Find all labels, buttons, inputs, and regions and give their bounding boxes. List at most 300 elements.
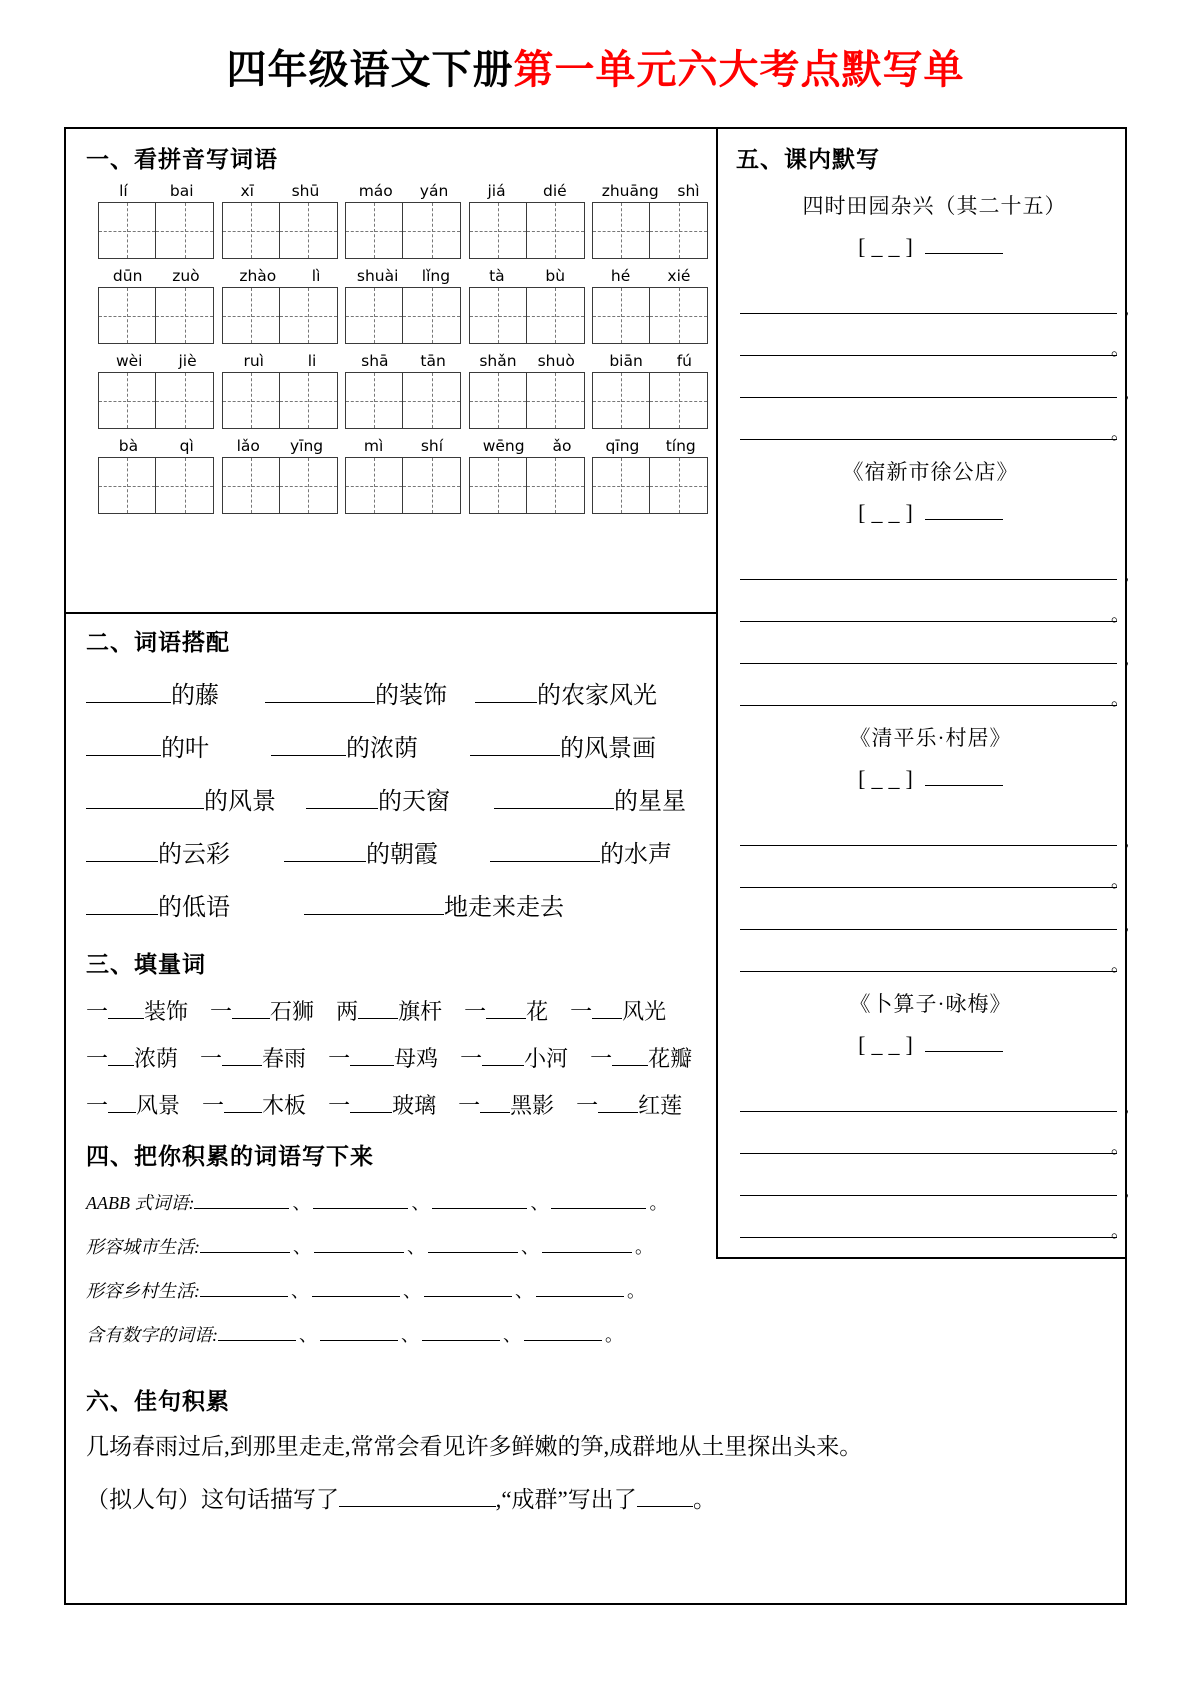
spacer (314, 995, 336, 1026)
pinyin-word-cell (345, 350, 462, 429)
poem-first-line-prompt (736, 766, 1125, 792)
tianzige-half[interactable] (156, 203, 213, 258)
pinyin-word-cell (222, 435, 339, 514)
poem-author-blank[interactable] (925, 235, 1003, 254)
measure-word-blank[interactable] (222, 1044, 262, 1066)
collocation-item (304, 887, 564, 922)
pinyin-word-cell (222, 180, 339, 259)
pinyin-syllable: ruì (243, 352, 264, 370)
tianzige-box[interactable] (469, 457, 585, 514)
tianzige-box[interactable] (98, 457, 214, 514)
measure-word-blank[interactable] (232, 997, 270, 1019)
tianzige-box[interactable] (469, 372, 585, 429)
pinyin-syllable: zuò (172, 267, 200, 285)
pinyin-grid-rows (86, 180, 716, 514)
collocation-blank[interactable] (475, 681, 537, 703)
pinyin-syllable: bù (545, 267, 566, 285)
tianzige-box[interactable] (98, 202, 214, 259)
section-accumulated-words (86, 1134, 716, 1347)
poem-write-line[interactable] (740, 846, 1129, 891)
tianzige-half[interactable] (223, 203, 280, 258)
tianzige-half[interactable] (650, 288, 707, 343)
page-title-black: 四年级语文下册 (226, 48, 514, 92)
accumulated-word-blank[interactable] (424, 1275, 512, 1297)
collocation-row (86, 728, 716, 763)
pinyin-word-cell (98, 265, 215, 344)
spacer (442, 995, 464, 1026)
collocation-item (271, 728, 418, 763)
measure-word-blank[interactable] (108, 997, 144, 1019)
tianzige-half[interactable] (99, 203, 156, 258)
accumulated-word-blank[interactable] (313, 1187, 408, 1209)
tianzige-half[interactable] (470, 203, 527, 258)
pinyin-syllable: shuài (356, 267, 399, 285)
tianzige-half[interactable] (470, 373, 527, 428)
separator: 、 (293, 1237, 311, 1257)
spacer (554, 1089, 576, 1120)
pinyin-word-cell (592, 435, 709, 514)
numeral: 一 (210, 999, 233, 1024)
row-terminator: 。 (605, 1325, 623, 1345)
tianzige-box[interactable] (469, 202, 585, 259)
pinyin-text (592, 265, 709, 287)
pinyin-syllable: biān (609, 352, 643, 370)
tianzige-box[interactable] (98, 372, 214, 429)
tianzige-half[interactable] (470, 288, 527, 343)
pinyin-syllable: fú (676, 352, 692, 370)
tianzige-half[interactable] (527, 203, 584, 258)
section-measure-words (86, 940, 716, 1120)
pinyin-syllable: yīng (289, 437, 324, 455)
row-terminator: 。 (649, 1193, 668, 1213)
section-4-heading: 四、把你积累的词语写下来 (86, 1143, 374, 1169)
row-terminator: 。 (627, 1281, 645, 1301)
accumulated-word-blank[interactable] (432, 1187, 527, 1209)
separator: 、 (521, 1237, 539, 1257)
accumulated-word-blank[interactable] (200, 1231, 290, 1253)
separator: 、 (503, 1325, 521, 1345)
separator: 、 (407, 1237, 425, 1257)
noun-label: 风光 (622, 999, 667, 1024)
poem-author-blank[interactable] (925, 1033, 1003, 1052)
section-good-sentences (86, 1373, 863, 1514)
poem-write-line[interactable] (740, 1112, 1129, 1157)
poem-write-line[interactable] (740, 664, 1129, 709)
sentence-question-prefix: （拟人句）这句话描写了 (86, 1487, 339, 1512)
section-pinyin-words (66, 129, 716, 614)
tianzige-half[interactable] (527, 458, 584, 513)
measure-word-blank[interactable] (350, 1091, 392, 1113)
measure-word-item (458, 1089, 554, 1120)
tianzige-half[interactable] (593, 458, 650, 513)
pinyin-word-cell (469, 350, 586, 429)
collocation-row (86, 781, 716, 816)
tianzige-box[interactable] (592, 202, 708, 259)
tianzige-half[interactable] (403, 203, 460, 258)
noun-label: 玻璃 (392, 1093, 437, 1118)
tianzige-box[interactable] (222, 457, 338, 514)
collocation-blank[interactable] (86, 734, 161, 756)
section-2-heading: 二、词语搭配 (86, 629, 230, 655)
collocation-row (86, 834, 716, 869)
pinyin-syllable: lǐng (421, 267, 451, 285)
measure-word-item (86, 1089, 180, 1120)
poem-write-line[interactable] (740, 1196, 1129, 1241)
measure-word-blank[interactable] (224, 1091, 262, 1113)
numeral: 一 (86, 999, 109, 1024)
tianzige-half[interactable] (99, 288, 156, 343)
poem-write-line[interactable] (740, 538, 1129, 584)
tianzige-box[interactable] (345, 457, 461, 514)
tianzige-half[interactable] (527, 373, 584, 428)
pinyin-row (86, 435, 716, 514)
measure-word-row (86, 995, 716, 1026)
page-title-red: 第一单元六大考点默写单 (513, 48, 965, 92)
sentence-question-end: 。 (693, 1487, 716, 1512)
tianzige-half[interactable] (280, 458, 337, 513)
poem-write-lines (736, 804, 1129, 975)
tianzige-half[interactable] (156, 288, 213, 343)
poem-bracket-marker: [__] (858, 766, 919, 791)
poem-blocks (736, 190, 1129, 1241)
numeral: 一 (590, 1046, 613, 1071)
accumulated-word-blank[interactable] (314, 1231, 404, 1253)
tianzige-box[interactable] (592, 457, 708, 514)
pinyin-text (592, 435, 709, 457)
line-punctuation: , (1124, 830, 1129, 850)
spacer (436, 1089, 458, 1120)
pinyin-syllable: yán (419, 182, 449, 200)
pinyin-syllable: shì (677, 182, 700, 200)
collocation-blank[interactable] (271, 734, 346, 756)
collocation-blank[interactable] (494, 787, 614, 809)
poem-write-lines (736, 1070, 1129, 1241)
numeral: 一 (458, 1093, 481, 1118)
poem-write-lines (736, 538, 1129, 709)
numeral: 一 (570, 999, 593, 1024)
tianzige-box[interactable] (222, 372, 338, 429)
accumulated-word-blank[interactable] (524, 1319, 602, 1341)
measure-word-blank[interactable] (108, 1044, 134, 1066)
poem-write-line[interactable] (740, 580, 1129, 625)
pinyin-text (345, 435, 462, 457)
measure-word-blank[interactable] (482, 1044, 524, 1066)
pinyin-syllable: qì (179, 437, 194, 455)
spacer (306, 1042, 328, 1073)
tianzige-half[interactable] (527, 288, 584, 343)
pinyin-syllable: li (307, 352, 317, 370)
pinyin-syllable: lì (311, 267, 321, 285)
noun-label: 石狮 (270, 999, 315, 1024)
measure-word-item (86, 995, 188, 1026)
tianzige-half[interactable] (346, 373, 403, 428)
tianzige-box[interactable] (592, 287, 708, 344)
measure-word-blank[interactable] (612, 1044, 648, 1066)
collocation-blank[interactable] (86, 893, 158, 915)
measure-word-item (590, 1042, 692, 1073)
pinyin-row (86, 350, 716, 429)
tianzige-box[interactable] (592, 372, 708, 429)
collocation-label: 的风景画 (560, 736, 656, 762)
example-sentence: 几场春雨过后,到那里走走,常常会看见许多鲜嫩的笋,成群地从土里探出头来。 (86, 1434, 863, 1459)
pinyin-syllable: shā (361, 352, 389, 370)
tianzige-half[interactable] (593, 373, 650, 428)
collocation-blank[interactable] (86, 787, 204, 809)
tianzige-half[interactable] (403, 458, 460, 513)
line-punctuation: , (1124, 1180, 1129, 1200)
poem-write-line[interactable] (740, 1154, 1129, 1200)
tianzige-half[interactable] (650, 203, 707, 258)
poem-write-line[interactable] (740, 1070, 1129, 1116)
poem-title: 《卜算子·咏梅》 (849, 992, 1012, 1016)
tianzige-box[interactable] (222, 202, 338, 259)
tianzige-half[interactable] (280, 373, 337, 428)
accumulated-word-blank[interactable] (312, 1275, 400, 1297)
line-punctuation: 。 (1111, 1137, 1129, 1157)
accumulated-word-blank[interactable] (536, 1275, 624, 1297)
tianzige-half[interactable] (280, 203, 337, 258)
separator: 、 (530, 1193, 549, 1213)
accumulated-word-row (86, 1275, 716, 1303)
pinyin-word-cell (469, 180, 586, 259)
pinyin-text (592, 350, 709, 372)
poem-block (736, 456, 1129, 709)
collocation-label: 的农家风光 (537, 683, 657, 709)
poem-write-lines (736, 272, 1129, 443)
separator: 、 (401, 1325, 419, 1345)
poem-write-line[interactable] (740, 272, 1129, 318)
measure-word-item (570, 995, 666, 1026)
poem-author-blank[interactable] (925, 501, 1003, 520)
measure-word-item (336, 995, 442, 1026)
separator: 、 (403, 1281, 421, 1301)
pinyin-text (222, 350, 339, 372)
tianzige-half[interactable] (99, 373, 156, 428)
pinyin-syllable: bà (118, 437, 139, 455)
tianzige-box[interactable] (98, 287, 214, 344)
collocation-item (470, 728, 656, 763)
sentence-answer-blank-1[interactable] (339, 1485, 496, 1507)
line-punctuation: , (1124, 648, 1129, 668)
pinyin-word-cell (592, 265, 709, 344)
noun-label: 花 (526, 999, 549, 1024)
tianzige-half[interactable] (403, 288, 460, 343)
poem-write-line[interactable] (740, 930, 1129, 975)
spacer (306, 1089, 328, 1120)
collocation-blank[interactable] (490, 840, 600, 862)
collocation-item (86, 781, 276, 816)
pinyin-syllable: jiè (178, 352, 197, 370)
collocation-blank[interactable] (470, 734, 560, 756)
poem-block (736, 988, 1129, 1241)
collocation-blank[interactable] (265, 681, 375, 703)
tianzige-half[interactable] (156, 458, 213, 513)
pinyin-text (469, 180, 586, 202)
pinyin-syllable: qīng (605, 437, 640, 455)
accumulated-word-row (86, 1187, 716, 1215)
line-punctuation: 。 (1111, 955, 1129, 975)
pinyin-text (469, 435, 586, 457)
tianzige-half[interactable] (280, 288, 337, 343)
pinyin-row (86, 265, 716, 344)
poem-write-line[interactable] (740, 804, 1129, 850)
line-punctuation: 。 (1111, 871, 1129, 891)
tianzige-half[interactable] (593, 203, 650, 258)
tianzige-box[interactable] (345, 202, 461, 259)
collocation-blank[interactable] (304, 893, 444, 915)
tianzige-half[interactable] (650, 458, 707, 513)
tianzige-half[interactable] (403, 373, 460, 428)
tianzige-box[interactable] (222, 287, 338, 344)
collocation-label: 的朝霞 (366, 842, 438, 868)
measure-word-blank[interactable] (592, 997, 622, 1019)
accumulated-word-blank[interactable] (218, 1319, 296, 1341)
tianzige-half[interactable] (156, 373, 213, 428)
noun-label: 红莲 (638, 1093, 683, 1118)
pinyin-syllable: hé (610, 267, 631, 285)
pinyin-word-cell (592, 350, 709, 429)
numeral: 两 (336, 999, 359, 1024)
spacer (180, 1089, 202, 1120)
poem-write-line[interactable] (740, 622, 1129, 668)
pinyin-syllable: tà (489, 267, 505, 285)
accumulated-word-blank[interactable] (320, 1319, 398, 1341)
sentence-question-comma: , (495, 1487, 502, 1512)
collocation-blank[interactable] (86, 840, 158, 862)
accumulated-word-blank[interactable] (422, 1319, 500, 1341)
pinyin-syllable: xié (667, 267, 691, 285)
pinyin-syllable: zhuāng (601, 182, 659, 200)
tianzige-half[interactable] (650, 373, 707, 428)
pinyin-syllable: tān (420, 352, 446, 370)
line-punctuation: , (1124, 914, 1129, 934)
measure-word-blank[interactable] (486, 997, 526, 1019)
accumulated-word-label: 形容乡村生活: (86, 1281, 200, 1301)
line-punctuation: 。 (1111, 605, 1129, 625)
line-punctuation: , (1124, 1096, 1129, 1116)
tianzige-half[interactable] (99, 458, 156, 513)
poem-title: 《宿新市徐公店》 (842, 460, 1019, 484)
collocation-rows (86, 675, 716, 922)
measure-word-blank[interactable] (480, 1091, 510, 1113)
measure-word-blank[interactable] (598, 1091, 638, 1113)
numeral: 一 (328, 1093, 351, 1118)
spacer (548, 995, 570, 1026)
poem-bracket-marker: [__] (858, 234, 919, 259)
measure-word-item (460, 1042, 568, 1073)
pinyin-word-cell (345, 180, 462, 259)
tianzige-half[interactable] (593, 288, 650, 343)
pinyin-syllable: ǎo (552, 437, 572, 455)
pinyin-syllable: wēng (482, 437, 525, 455)
poem-write-line[interactable] (740, 398, 1129, 443)
collocation-item (86, 887, 230, 922)
tianzige-half[interactable] (346, 203, 403, 258)
poem-title: 四时田园杂兴（其二十五） (802, 194, 1067, 218)
pinyin-syllable: máo (358, 182, 393, 200)
section-3-heading: 三、填量词 (86, 951, 206, 977)
measure-word-blank[interactable] (108, 1091, 136, 1113)
collocation-item (284, 834, 438, 869)
poem-write-line[interactable] (740, 888, 1129, 934)
measure-word-blank[interactable] (358, 997, 398, 1019)
accumulated-word-blank[interactable] (200, 1275, 288, 1297)
separator: 、 (515, 1281, 533, 1301)
pinyin-syllable: wèi (115, 352, 143, 370)
measure-word-item (464, 995, 548, 1026)
section-5-heading: 五、课内默写 (736, 146, 880, 172)
tianzige-box[interactable] (345, 287, 461, 344)
measure-word-rows (86, 995, 716, 1120)
accumulated-word-rows (86, 1187, 716, 1347)
collocation-label: 的水声 (600, 842, 672, 868)
pinyin-word-cell (469, 265, 586, 344)
accumulated-word-blank[interactable] (428, 1231, 518, 1253)
numeral: 一 (464, 999, 487, 1024)
tianzige-box[interactable] (345, 372, 461, 429)
separator: 、 (299, 1325, 317, 1345)
pinyin-text (592, 180, 709, 202)
pinyin-syllable: dié (542, 182, 567, 200)
accumulated-word-row (86, 1231, 716, 1259)
tianzige-half[interactable] (223, 288, 280, 343)
poem-write-line[interactable] (740, 314, 1129, 359)
collocation-item (475, 675, 657, 710)
tianzige-box[interactable] (469, 287, 585, 344)
collocation-item (86, 728, 209, 763)
line-punctuation: 。 (1111, 1221, 1129, 1241)
numeral: 一 (86, 1046, 109, 1071)
accumulated-word-label: 含有数字的词语: (86, 1325, 218, 1345)
pinyin-word-cell (98, 435, 215, 514)
pinyin-text (345, 350, 462, 372)
measure-word-item (328, 1089, 436, 1120)
line-punctuation: , (1124, 298, 1129, 318)
poem-write-line[interactable] (740, 356, 1129, 402)
collocation-label: 的低语 (158, 895, 230, 921)
collocation-label: 的云彩 (158, 842, 230, 868)
measure-word-blank[interactable] (350, 1044, 394, 1066)
pinyin-text (98, 265, 215, 287)
collocation-label: 的装饰 (375, 683, 447, 709)
accumulated-word-blank[interactable] (542, 1231, 632, 1253)
sentence-answer-blank-2[interactable] (637, 1485, 693, 1507)
collocation-blank[interactable] (284, 840, 366, 862)
noun-label: 春雨 (262, 1046, 307, 1071)
accumulated-word-blank[interactable] (551, 1187, 646, 1209)
noun-label: 花瓣 (648, 1046, 693, 1071)
poem-author-blank[interactable] (925, 767, 1003, 786)
pinyin-word-cell (222, 265, 339, 344)
collocation-item (86, 675, 219, 710)
accumulated-word-blank[interactable] (194, 1187, 289, 1209)
collocation-blank[interactable] (306, 787, 378, 809)
collocation-item (490, 834, 672, 869)
tianzige-half[interactable] (346, 458, 403, 513)
measure-word-item (86, 1042, 178, 1073)
noun-label: 旗杆 (398, 999, 443, 1024)
section-word-collocation (66, 614, 863, 1514)
line-punctuation: 。 (1111, 689, 1129, 709)
tianzige-half[interactable] (223, 458, 280, 513)
numeral: 一 (576, 1093, 599, 1118)
pinyin-syllable: tíng (665, 437, 696, 455)
tianzige-half[interactable] (470, 458, 527, 513)
collocation-blank[interactable] (86, 681, 171, 703)
tianzige-half[interactable] (223, 373, 280, 428)
noun-label: 黑影 (510, 1093, 555, 1118)
tianzige-half[interactable] (346, 288, 403, 343)
